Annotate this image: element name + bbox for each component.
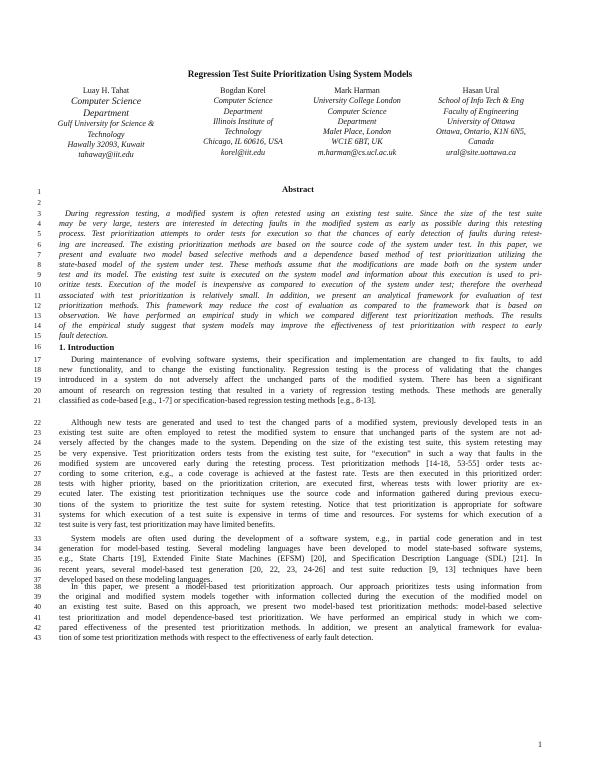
line-number: 8 (37, 261, 41, 269)
text-line: prioritization methods. This framework may reduce the cost of evaluation as compared to the framework that is based on (59, 300, 542, 310)
line-number: 12 (33, 301, 41, 310)
author-affiliation-line: Malet Place, London (322, 127, 392, 137)
text-line: classified as code-based [e.g., 1-7] or specification-based regression testing methods [e.g., 8-13]. (59, 395, 376, 405)
author-email[interactable]: ural@site.uottawa.ca (446, 147, 516, 157)
text-line: ing are increased. The existing prioritization methods are based on the source code of the system under test. In this paper, we (59, 239, 542, 249)
line-number: 19 (33, 376, 41, 385)
introduction-paragraph (59, 355, 542, 406)
author-name: Hasan Ural (462, 86, 500, 95)
line-number: 2 (37, 199, 41, 207)
text-line: versely affected by the changes made to the system. Depending on the size of the existing test suite, this system retesting may (59, 438, 542, 448)
line-number: 31 (33, 510, 41, 519)
line-number: 24 (33, 439, 41, 448)
author-affiliation-line: Canada (468, 137, 494, 147)
line-number: 42 (33, 623, 41, 632)
line-number: 1 (37, 188, 41, 196)
author-affiliation-line: University of Ottawa (447, 116, 515, 126)
text-line: test and its model. The existing test suite is executed on the system model and information about this execution is used to pri- (59, 270, 542, 280)
author-affiliation-line: School of Info Tech & Eng (438, 96, 524, 106)
author-1 (41, 86, 171, 161)
author-affiliation-line: Department (223, 106, 263, 116)
author-2 (178, 86, 308, 158)
line-number: 4 (37, 220, 41, 229)
line-number: 23 (33, 429, 41, 438)
text-line: During regression testing, a modified system is often retested using an existing test suite. Since the size of the test suite (65, 209, 542, 218)
text-line: In this paper, we present a model-based test prioritization approach. Our approach prioritizes tests using information from (71, 582, 542, 591)
author-affiliation-line: Illinois Institute of (213, 116, 273, 126)
author-email[interactable]: korel@iit.edu (220, 147, 266, 157)
text-line: Although new tests are generated and used to test the changed parts of a modified system, previously developed tests in an (71, 418, 542, 427)
line-number: 32 (33, 521, 41, 529)
line-number: 40 (33, 603, 41, 612)
text-line: of the empirical study suggest that system models may improve the effectiveness of test prioritization with respect to early (59, 321, 542, 331)
text-line: oritize tests. Execution of the model is inexpensive as compared to execution of the system under test; therefore the overhead (59, 280, 542, 290)
line-number: 41 (33, 613, 41, 622)
author-affiliation-line: Technology (224, 127, 262, 137)
paper-title: Regression Test Suite Prioritization Using System Models (187, 69, 413, 79)
text-line: associated with test prioritization is relatively small. In addition, we present an analytical framework for evaluation of test (59, 290, 542, 300)
text-line: fault detection. (59, 331, 109, 341)
text-line: amount of research on regression testing that resulted in a variety of regression testing methods. These methods are generally (59, 385, 542, 395)
line-number: 30 (33, 500, 41, 509)
line-number: 10 (33, 281, 41, 290)
text-line: During maintenance of evolving software systems, their specification and implementation are changed to fix faults, to add (71, 355, 542, 364)
introduction-heading: 1. Introduction (59, 342, 115, 352)
text-line: cording to some criterion, e.g., a code coverage is achieved at the fastest rate. Tests are then executed in this prioritized order: (59, 468, 542, 478)
introduction-paragraph (59, 418, 542, 530)
author-affiliation-line: Computer Science (327, 106, 387, 116)
author-affiliation-line: WC1E 6BT, UK (331, 137, 383, 147)
text-line: observation. We have performed an empirical study in which we compared different test prioritization methods. The results (59, 310, 542, 320)
line-number: 15 (33, 332, 41, 341)
author-affiliation-line: University College London (313, 96, 401, 106)
author-affiliation-line: Computer Science (213, 96, 273, 106)
text-line: introduced in a system do not adversely affect the unchanged parts of the modified system. There has been a significant (59, 375, 542, 385)
author-affiliation-line: Department (83, 107, 129, 119)
line-number: 38 (33, 583, 41, 591)
text-line: developed based on these modeling languages. (59, 574, 213, 584)
text-line: test prioritization and model dependence-based test prioritization. We have performed an empirical study in which we com- (59, 612, 542, 622)
author-name: Luay H. Tahat (82, 86, 130, 95)
text-line: present and evaluate two model based selective methods and a dependence based method of test prioritization utilizing the (59, 249, 542, 259)
line-number: 43 (33, 634, 41, 642)
text-line: test suite is very fast, test prioritization may have limited benefits. (59, 519, 276, 529)
author-affiliation-line: Ottawa, Ontario, K1N 6N5, (436, 127, 526, 137)
line-number: 21 (33, 396, 41, 405)
text-line: may be very large, testers are interested in detecting faults in the modified system as early as possible during this retesting (59, 219, 542, 229)
text-line: systems for which execution of a test suite is expensive in terms of time and resources. For systems for which execution of a (59, 509, 542, 519)
line-number: 26 (33, 459, 41, 468)
introduction-paragraph (59, 534, 542, 585)
line-number: 18 (33, 366, 41, 375)
line-number: 13 (33, 312, 41, 320)
abstract-text (59, 209, 542, 341)
line-number: 6 (37, 240, 41, 249)
text-line: e.g., State Charts [19], Extended Finite State Machines (EFSM) [20], and Specification Description Language (SDL) [21]. In (59, 554, 542, 564)
line-number: 3 (37, 210, 41, 218)
author-affiliation-line: Chicago, IL 60616, USA (203, 137, 283, 147)
line-number: 28 (33, 480, 41, 489)
author-4 (416, 86, 546, 158)
text-line: state-based model of the system under test. These methods assume that the modifications are made both on the system under (59, 259, 542, 269)
text-line: be very expensive. Test prioritization orders tests from the existing test suite, for “execution” in such a way that faults in the (59, 448, 542, 458)
line-number: 11 (34, 291, 41, 300)
line-number: 5 (37, 230, 41, 239)
text-line: ecuted later. The existing test prioritization techniques use the source code and information gathered during previous execu- (59, 489, 542, 499)
line-number: 39 (33, 593, 41, 602)
text-line: pared effectiveness of the presented test prioritization methods. In addition, we present an analytical framework for evalua- (59, 622, 542, 632)
text-line: tion of some test prioritization methods with respect to the effectiveness of early fault detection. (59, 632, 374, 642)
author-affiliation-line: Department (337, 116, 377, 126)
text-line: process. Test prioritization attempts to order tests for execution so that the chances of early detection of faults during retest- (59, 229, 542, 239)
text-line: modified system are uncovered early during the retesting process. Test prioritization methods [14-18, 53-55] order tests ac- (59, 458, 542, 468)
line-number: 7 (37, 250, 41, 259)
author-email[interactable]: tahaway@iit.edu (78, 150, 134, 160)
line-number: 14 (33, 322, 41, 331)
author-affiliation-line: Computer Science (70, 96, 142, 108)
abstract-heading: Abstract (282, 184, 314, 194)
text-line: an existing test suite. Based on this approach, we present two model-based test prioritization methods: model-based selective (59, 602, 542, 612)
line-number: 25 (33, 449, 41, 458)
author-affiliation-line: Technology (87, 129, 125, 139)
author-3 (292, 86, 422, 158)
line-number: 34 (33, 545, 41, 554)
text-line: new functionality, and to change the existing functionality. Regression testing is the process of validating that the changes (59, 365, 542, 375)
line-number: 29 (33, 490, 41, 499)
line-number: 37 (33, 575, 41, 584)
text-line: System models are often used during the development of a software system, e.g., in partial code generation and in test (71, 534, 542, 543)
text-line: generation for model-based testing. Several modeling languages have been developed to model state-based software systems, (59, 544, 542, 554)
line-number: 17 (33, 356, 41, 364)
author-affiliation-line: Faculty of Engineering (443, 106, 519, 116)
line-number: 35 (33, 555, 41, 564)
text-line: the original and modified system models together with information collected during the execution of the modified model on (59, 592, 542, 602)
author-affiliation-line: Gulf University for Science & (57, 119, 155, 129)
author-affiliation-line: Hawally 32093, Kuwait (67, 140, 145, 150)
line-number: 36 (33, 565, 41, 574)
page-number: 1 (538, 740, 542, 749)
text-line: tions of the system to prioritize the test suite for system retesting. Notice that test prioritization is appropriate for software (59, 499, 542, 509)
line-number: 22 (33, 419, 41, 427)
author-email[interactable]: m.harman@cs.ucl.ac.uk (317, 147, 397, 157)
line-number: 33 (33, 535, 41, 543)
line-number: 16 (33, 343, 41, 351)
text-line: recent years, several model-based test generation [20, 22, 23, 24-26] and test suite reduction [9, 13] techniques have been (59, 564, 542, 574)
introduction-paragraph (59, 582, 542, 643)
line-number: 20 (33, 386, 41, 395)
line-number: 27 (33, 470, 41, 478)
line-number: 9 (37, 271, 41, 280)
text-line: existing test suite are often employed to retest the modified system to ensure that unchanged parts of the system are not ad- (59, 428, 542, 438)
author-name: Bogdan Korel (220, 86, 266, 95)
author-name: Mark Harman (334, 86, 380, 95)
text-line: tests with higher priority, based on the prioritization criterion, are executed first, whereas tests with lower priority are ex- (59, 479, 542, 489)
